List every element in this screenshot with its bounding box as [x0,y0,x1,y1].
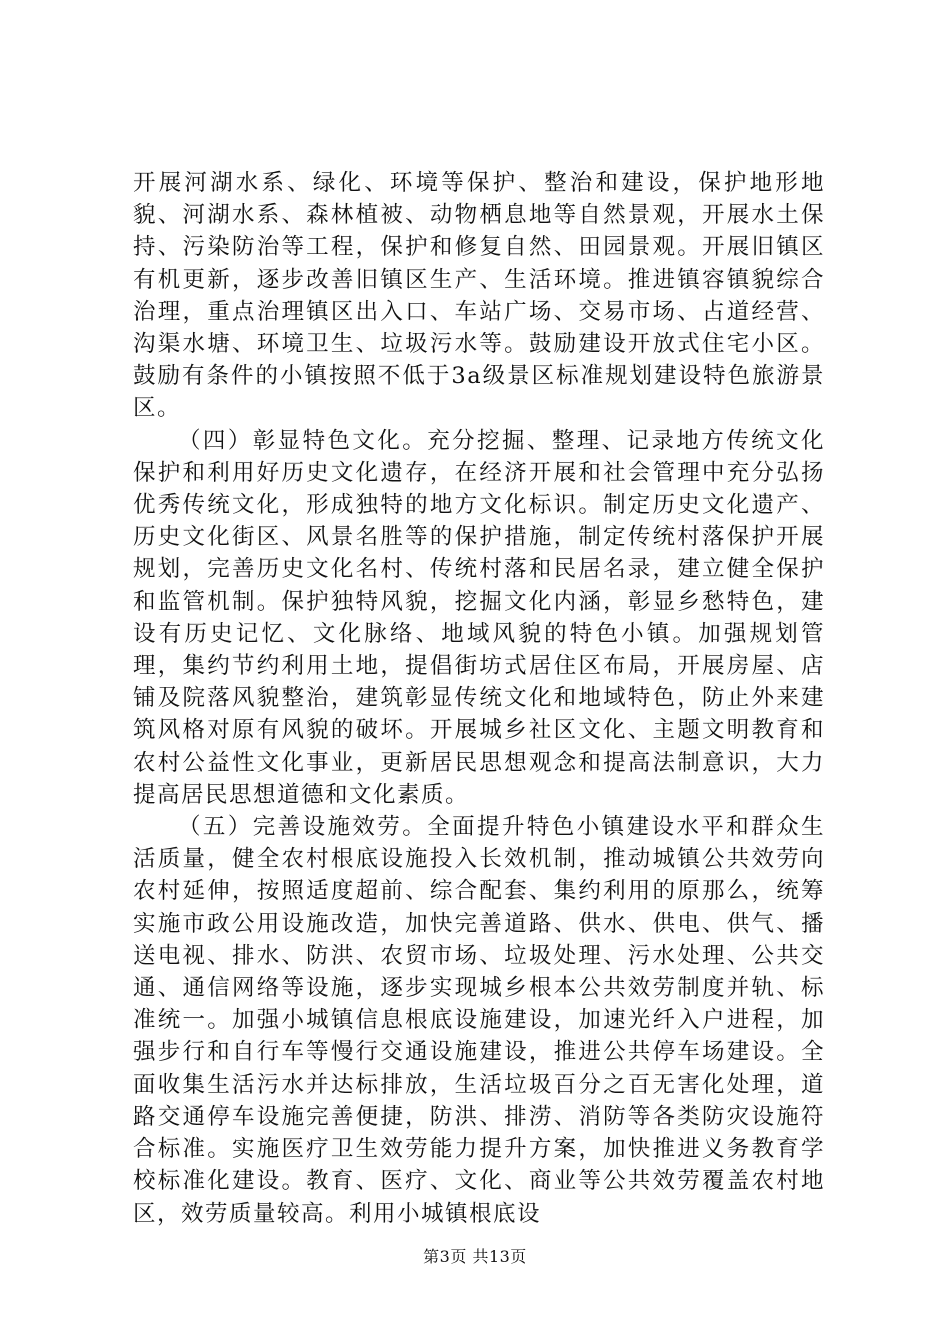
document-body [133,167,825,1230]
paragraph-facilities: （五）完善设施效劳。全面提升特色小镇建设水平和群众生活质量，健全农村根底设施投入长效机制，推动城镇公共效劳向农村延伸，按照适度超前、综合配套、集约利用的原那么，统筹实施市政公用设施改造，加快完善道路、供水、供电、供气、播送电视、排水、防洪、农贸市场、垃圾处理、污水处理、公共交通、通信网络等设施，逐步实现城乡根本公共效劳制度并轨、标准统一。加强小城镇信息根底设施建设，加速光纤入户进程，加强步行和自行车等慢行交通设施建设，推进公共停车场建设。全面收集生活污水并达标排放，生活垃圾百分之百无害化处理，道路交通停车设施完善便捷，防洪、排涝、消防等各类防灾设施符合标准。实施医疗卫生效劳能力提升方案，加快推进义务教育学校标准化建设。教育、医疗、文化、商业等公共效劳覆盖农村地区，效劳质量较高。利用小城镇根底设 [133,814,825,1227]
page-number-footer: 第3页 共13页 [423,1247,527,1266]
paragraph-ecology: 开展河湖水系、绿化、环境等保护、整治和建设，保护地形地貌、河湖水系、森林植被、动物栖息地等自然景观，开展水土保持、污染防治等工程，保护和修复自然、田园景观。开展旧镇区有机更新，逐步改善旧镇区生产、生活环境。推进镇容镇貌综合治理，重点治理镇区出入口、车站广场、交易市场、占道经营、沟渠水塘、环境卫生、垃圾污水等。鼓励建设开放式住宅小区。鼓励有条件的小镇按照不低于3a级景区标准规划建设特色旅游景区。 [133,170,825,422]
paragraph-culture: （四）彰显特色文化。充分挖掘、整理、记录地方传统文化保护和利用好历史文化遗存，在经济开展和社会管理中充分弘扬优秀传统文化，形成独特的地方文化标识。制定历史文化遗产、历史文化街区、风景名胜等的保护措施，制定传统村落保护开展规划，完善历史文化名村、传统村落和民居名录，建立健全保护和监管机制。保护独特风貌，挖掘文化内涵，彰显乡愁特色，建设有历史记忆、文化脉络、地域风貌的特色小镇。加强规划管理，集约节约利用土地，提倡街坊式居住区布局，开展房屋、店铺及院落风貌整治，建筑彰显传统文化和地域特色，防止外来建筑风格对原有风貌的破坏。开展城乡社区文化、主题文明教育和农村公益性文化事业，更新居民思想观念和提高法制意识，大力提高居民思想道德和文化素质。 [133,427,825,808]
